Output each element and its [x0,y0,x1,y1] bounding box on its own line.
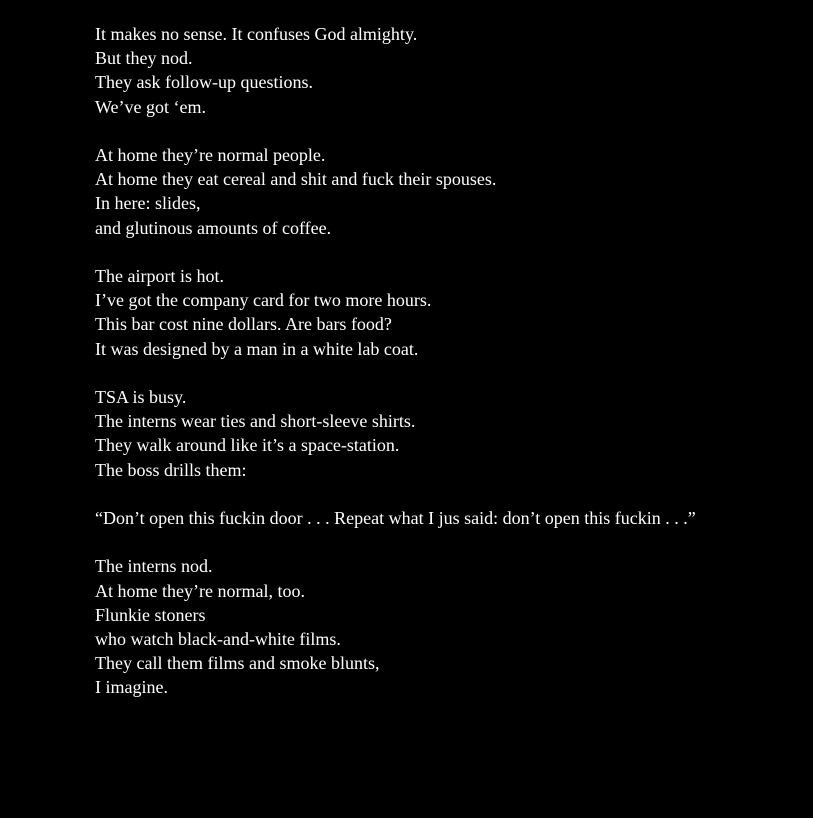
poem-line: The boss drills them: [95,459,247,480]
poem-line: The airport is hot. [95,266,224,286]
poem-text [95,22,735,700]
stanza-1 [95,22,735,119]
stanza-2 [95,143,735,240]
poem-line: and glutinous amounts of coffee. [95,217,332,238]
poem-line: I’ve got the company card for two more hours. [95,290,432,311]
poem-line: They walk around like it’s a space-station. [95,435,400,456]
poem-line: We’ve got ‘em. [95,96,207,117]
poem-line: “Don’t open this fuckin door . . . Repeat what I jus said: don’t open this fuckin . . .” [95,508,696,528]
poem-line: who watch black-and-white films. [95,629,341,649]
poem-line: It makes no sense. It confuses God almighty. [95,24,418,44]
poem-line: In here: slides, [95,193,201,214]
stanza-3 [95,264,735,361]
stanza-5 [95,506,735,530]
poem-line: At home they’re normal, too. [95,580,305,601]
poem-line: TSA is busy. [95,387,187,407]
poem-line: I imagine. [95,677,168,698]
poem-line: They ask follow-up questions. [95,72,313,93]
poem-line: This bar cost nine dollars. Are bars food? [95,314,392,335]
poem-line: Flunkie stoners [95,604,206,625]
poem-line: At home they eat cereal and shit and fuck their spouses. [95,169,497,190]
poem-line: But they nod. [95,48,193,69]
poem-line: The interns nod. [95,556,213,577]
poem-line: At home they’re normal people. [95,145,326,165]
stanza-4 [95,385,735,482]
poem-line: The interns wear ties and short-sleeve shirts. [95,411,416,432]
poem-line: It was designed by a man in a white lab coat. [95,338,419,359]
stanza-6 [95,554,735,699]
poem-line: They call them films and smoke blunts, [95,653,380,674]
